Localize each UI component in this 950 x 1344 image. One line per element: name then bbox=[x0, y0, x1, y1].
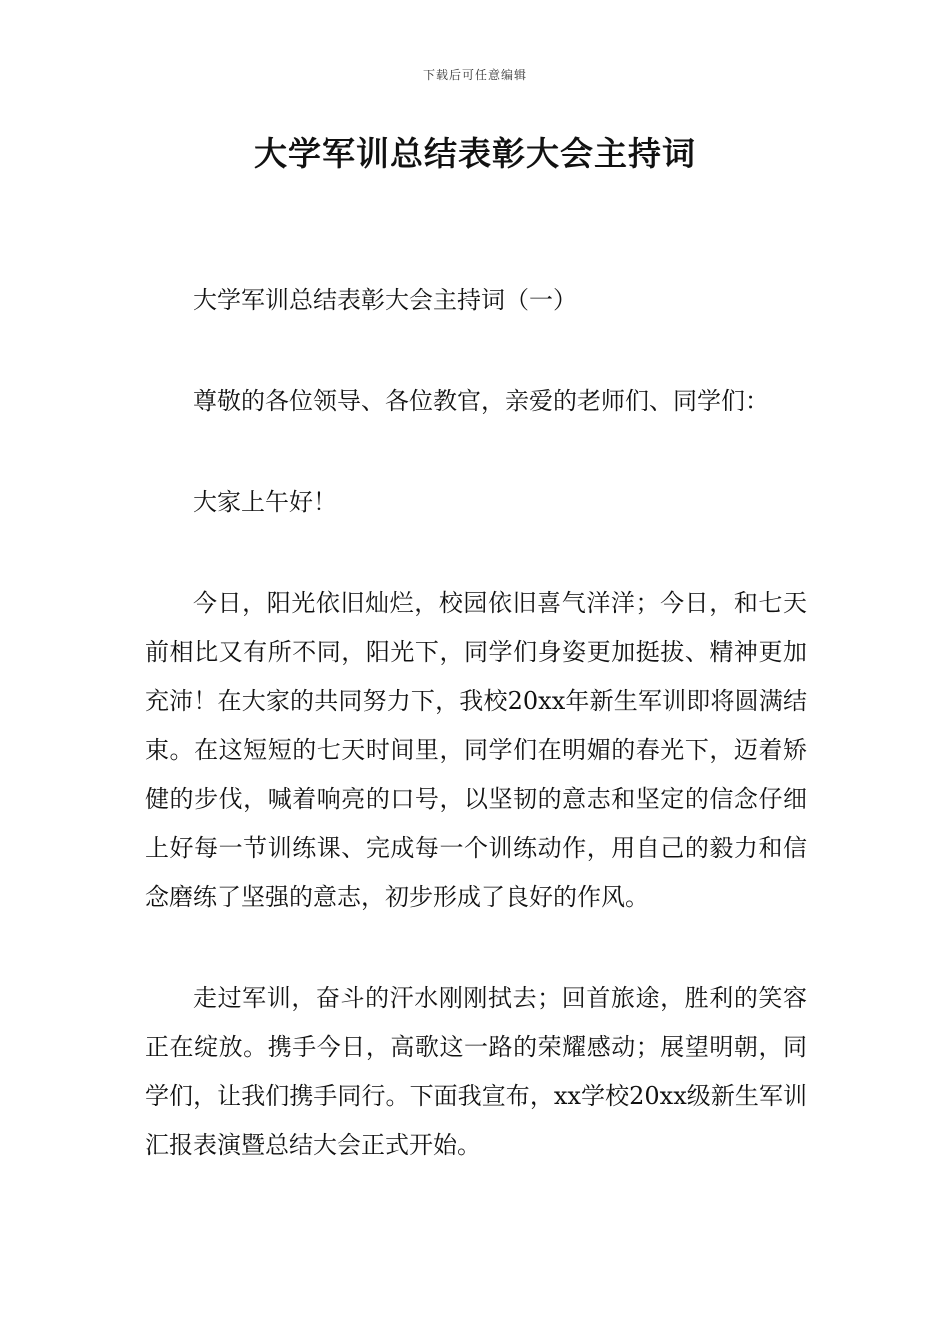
document-body bbox=[145, 276, 807, 1170]
document-title: 大学军训总结表彰大会主持词 bbox=[254, 134, 696, 173]
section-heading: 大学军训总结表彰大会主持词（一） bbox=[193, 286, 577, 314]
page-header-note: 下载后可任意编辑 bbox=[422, 68, 527, 82]
greeting-paragraph: 大家上午好！ bbox=[193, 488, 337, 516]
body-paragraph-2: 走过军训，奋斗的汗水刚刚拭去；回首旅途，胜利的笑容正在绽放。携手今日，高歌这一路的荣耀感动；展望明朝，同学们，让我们携手同行。下面我宣布，xx学校20xx级新生军训汇报表演暨总结大会正式开始。 bbox=[145, 984, 807, 1159]
salutation-paragraph: 尊敬的各位领导、各位教官，亲爱的老师们、同学们： bbox=[193, 387, 769, 415]
body-paragraph-1: 今日，阳光依旧灿烂，校园依旧喜气洋洋；今日，和七天前相比又有所不同，阳光下，同学们身姿更加挺拔、精神更加充沛！在大家的共同努力下，我校20xx年新生军训即将圆满结束。在这短短的七天时间里，同学们在明媚的春光下，迈着矫健的步伐，喊着响亮的口号，以坚韧的意志和坚定的信念仔细上好每一节训练课、完成每一个训练动作，用自己的毅力和信念磨练了坚强的意志，初步形成了良好的作风。 bbox=[145, 589, 807, 911]
